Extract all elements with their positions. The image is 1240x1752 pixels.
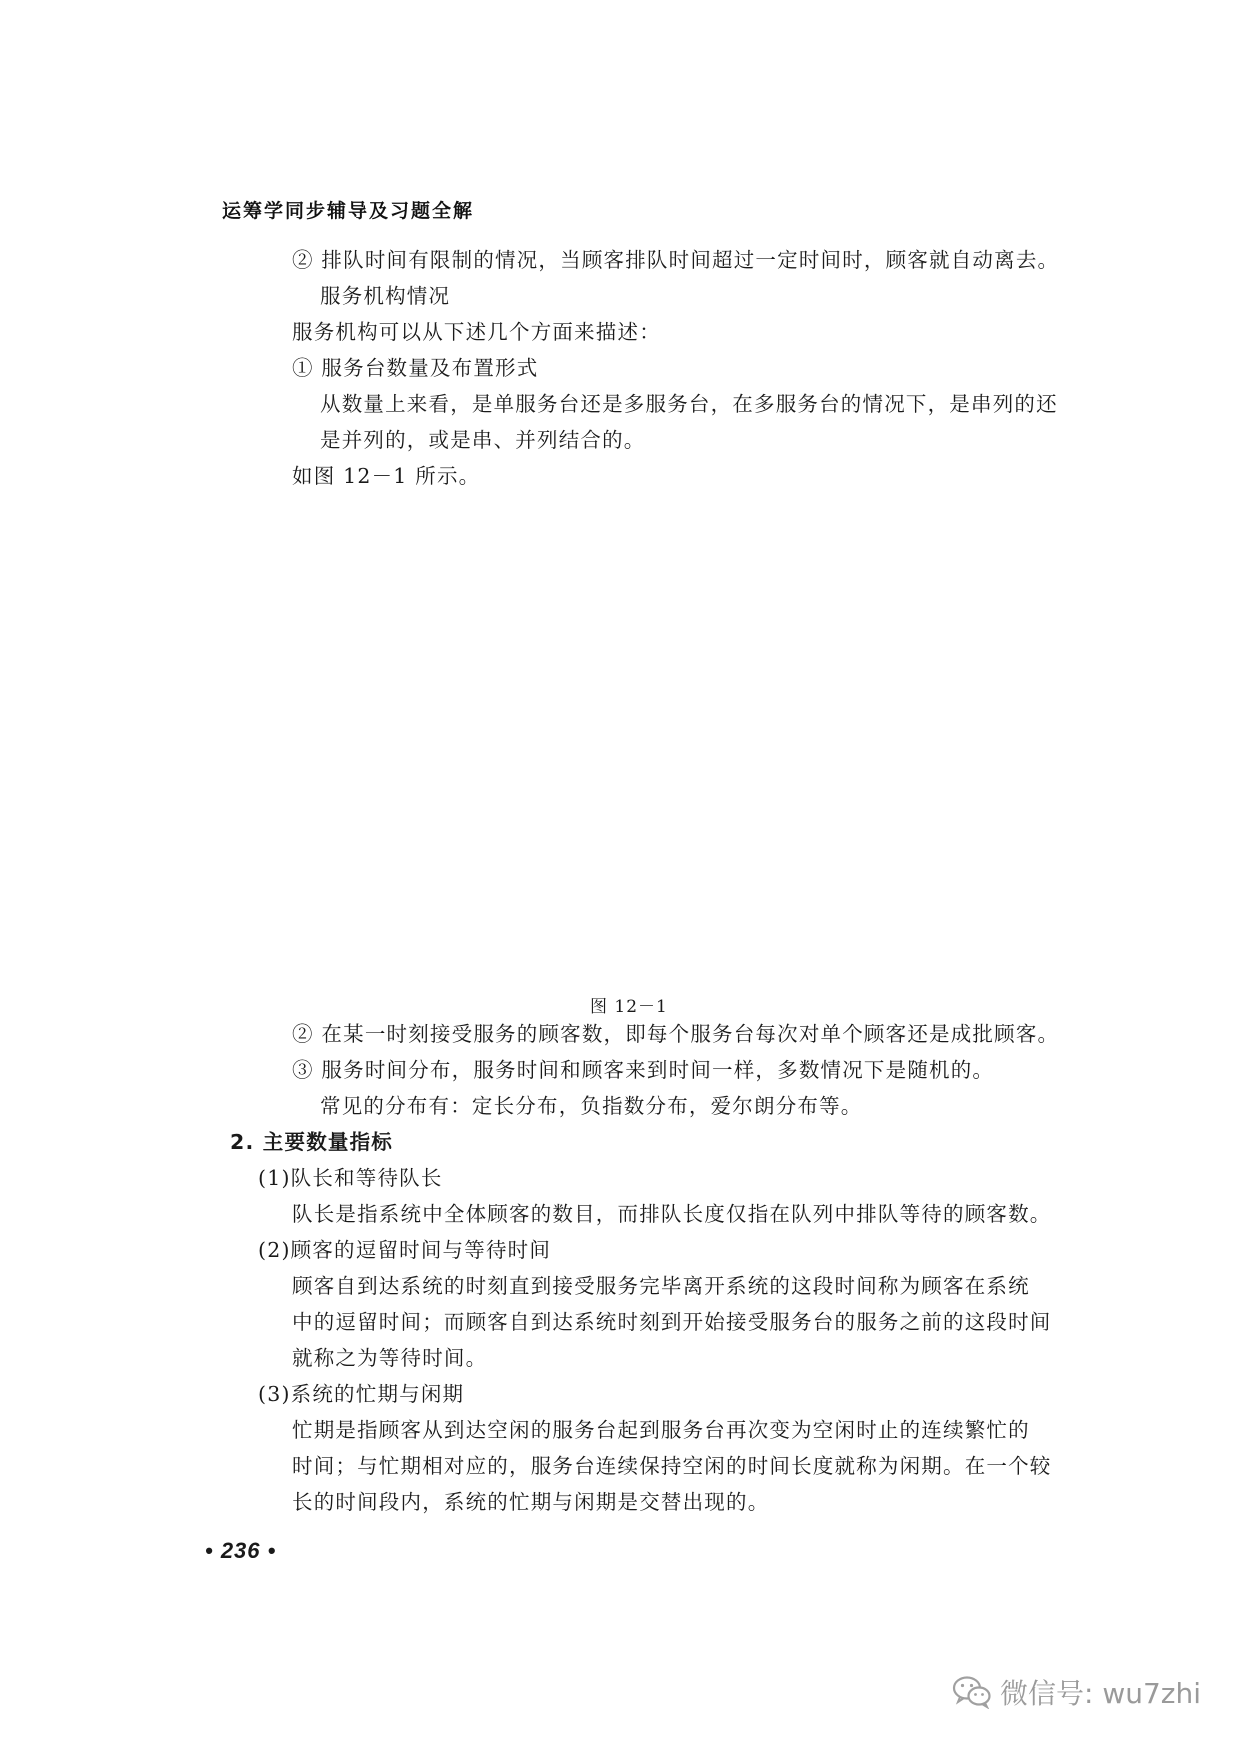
list-item-heading: (1)队长和等待队长 [258, 1166, 443, 1190]
text-line: 忙期是指顾客从到达空闲的服务台起到服务台再次变为空闲时止的连续繁忙的 [292, 1418, 1030, 1442]
text-line: 中的逗留时间；而顾客自到达系统时刻到开始接受服务台的服务之前的这段时间 [292, 1310, 1052, 1334]
text-line: 队长是指系统中全体顾客的数目，而排队长度仅指在队列中排队等待的顾客数。 [292, 1202, 1052, 1226]
text-line: ② 在某一时刻接受服务的顾客数，即每个服务台每次对单个顾客还是成批顾客。 [292, 1022, 1060, 1046]
text-line: ② 排队时间有限制的情况，当顾客排队时间超过一定时间时，顾客就自动离去。 [292, 248, 1060, 272]
text-line: 从数量上来看，是单服务台还是多服务台，在多服务台的情况下，是串列的还 [320, 392, 1058, 416]
watermark-text: 微信号: wu7zhi [1000, 1677, 1202, 1710]
text-line: 顾客自到达系统的时刻直到接受服务完毕离开系统的这段时间称为顾客在系统 [292, 1274, 1030, 1298]
page-number: • 236 • [205, 1538, 277, 1563]
wechat-icon [952, 1675, 992, 1709]
text-line: 是并列的，或是串、并列结合的。 [320, 428, 646, 452]
text-line: ① 服务台数量及布置形式 [292, 356, 539, 380]
text-line: 如图 12－1 所示。 [292, 464, 481, 488]
section-heading: 2. 主要数量指标 [230, 1130, 393, 1154]
list-item-heading: (3)系统的忙期与闲期 [258, 1382, 465, 1406]
subheading: 服务机构情况 [320, 284, 451, 308]
watermark [952, 1672, 1201, 1712]
text-line: ③ 服务时间分布，服务时间和顾客来到时间一样，多数情况下是随机的。 [292, 1058, 995, 1082]
figure-caption: 图 12－1 [590, 997, 668, 1017]
list-item-heading: (2)顾客的逗留时间与等待时间 [258, 1238, 552, 1262]
running-header: 运筹学同步辅导及习题全解 [222, 200, 475, 222]
text-line: 常见的分布有：定长分布，负指数分布，爱尔朗分布等。 [320, 1094, 863, 1118]
text-line: 长的时间段内，系统的忙期与闲期是交替出现的。 [292, 1490, 770, 1514]
text-line: 就称之为等待时间。 [292, 1346, 488, 1370]
text-line: 时间；与忙期相对应的，服务台连续保持空闲的时间长度就称为闲期。在一个较 [292, 1454, 1052, 1478]
text-line: 服务机构可以从下述几个方面来描述： [292, 320, 661, 344]
